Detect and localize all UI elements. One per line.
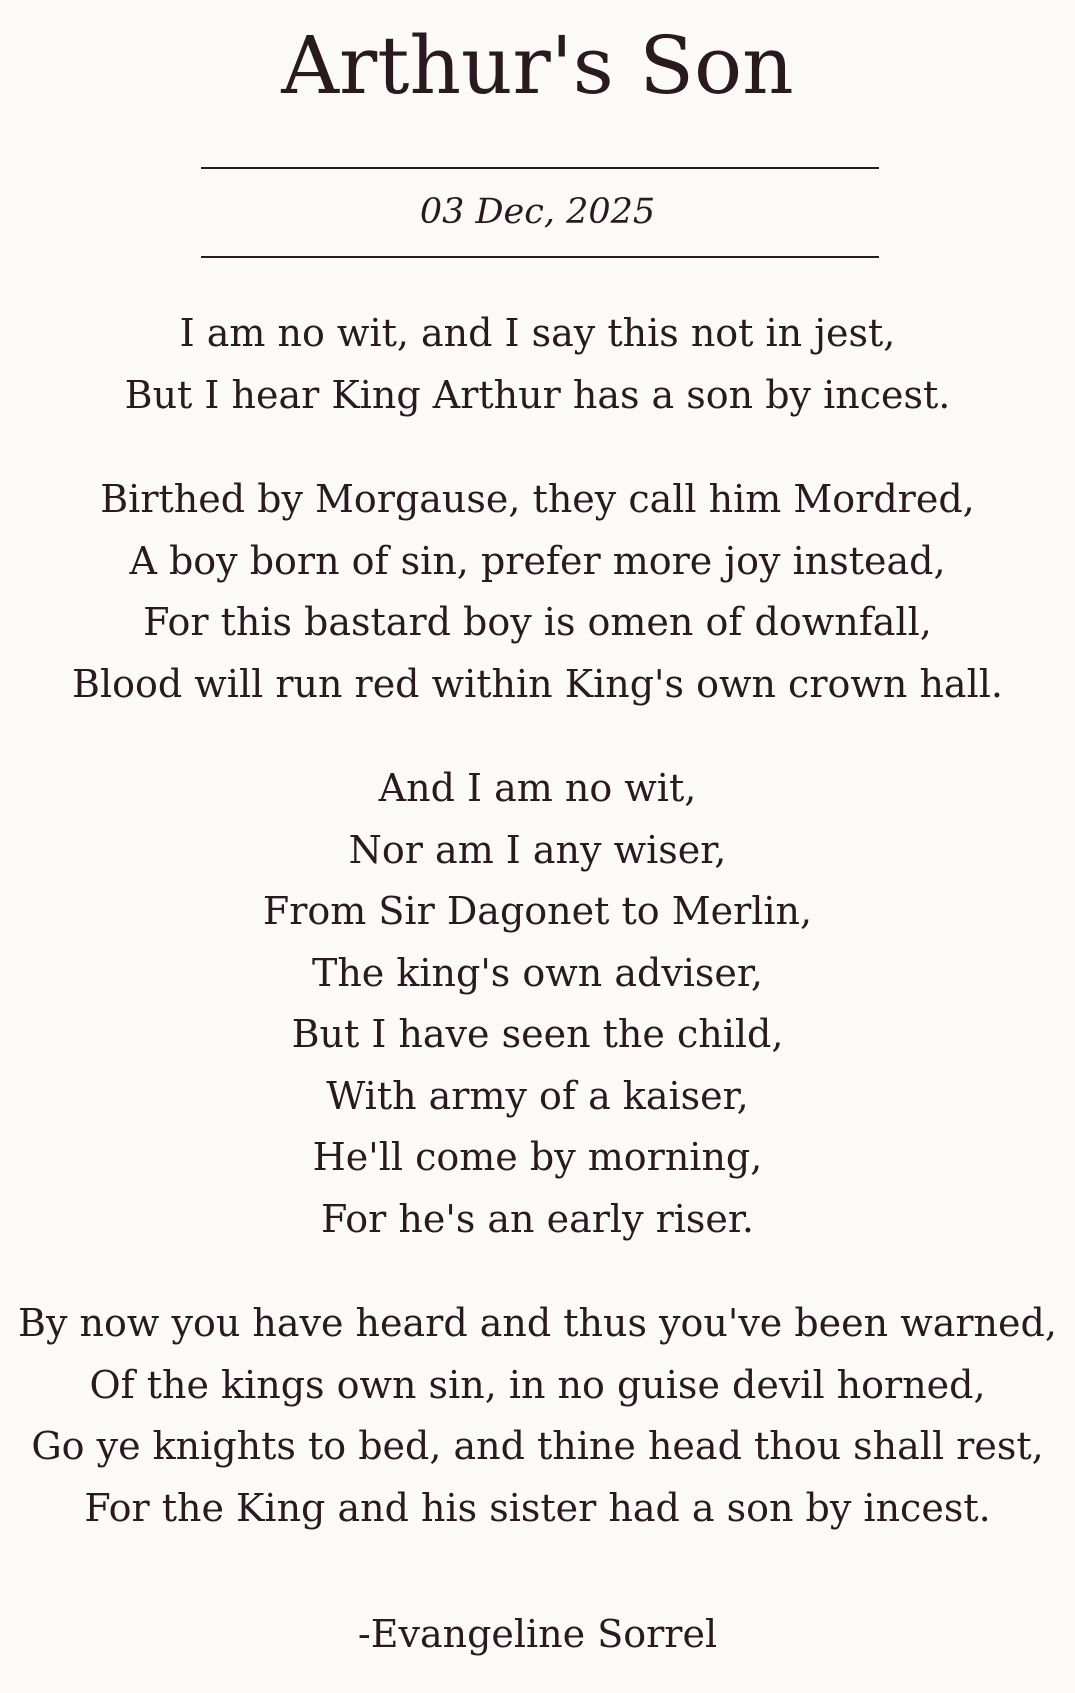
stanza <box>0 303 1075 426</box>
poem-line: The king's own adviser, <box>311 950 763 995</box>
poem-line: He'll come by morning, <box>312 1135 763 1179</box>
poem-line: Nor am I any wiser, <box>348 827 727 872</box>
poem-line: Birthed by Morgause, they call him Mordred, <box>100 477 975 521</box>
author-signature: -Evangeline Sorrel <box>357 1612 718 1656</box>
poem-line: Of the kings own sin, in no guise devil horned, <box>89 1362 986 1407</box>
publication-date: 03 Dec, 2025 <box>419 192 656 232</box>
poem-line: But I have seen the child, <box>291 1012 784 1056</box>
poem-line: And I am no wit, <box>378 766 697 810</box>
poem-line: But I hear King Arthur has a son by incest. <box>124 372 951 417</box>
poem-line: Blood will run red within King's own crown hall. <box>72 661 1003 706</box>
poem-line: A boy born of sin, prefer more joy instead, <box>129 538 946 583</box>
poem-line: I am no wit, and I say this not in jest, <box>179 311 896 355</box>
poem-body <box>0 303 1075 1582</box>
date-divider <box>201 256 879 258</box>
poem-line: By now you have heard and thus you've been warned, <box>18 1301 1057 1345</box>
poem-line: For this bastard boy is omen of downfall, <box>143 600 932 644</box>
poem-line: From Sir Dagonet to Merlin, <box>262 889 813 933</box>
poem-line: For the King and his sister had a son by incest. <box>84 1485 991 1530</box>
poem-line: Go ye knights to bed, and thine head thou shall rest, <box>31 1424 1044 1468</box>
stanza <box>0 758 1075 1250</box>
poem-title: Arthur's Son <box>281 19 794 112</box>
stanza <box>0 469 1075 715</box>
poem-line: With army of a kaiser, <box>326 1073 749 1118</box>
stanza <box>0 1293 1075 1539</box>
poem-line: For he's an early riser. <box>321 1196 754 1241</box>
title-divider <box>201 167 879 169</box>
